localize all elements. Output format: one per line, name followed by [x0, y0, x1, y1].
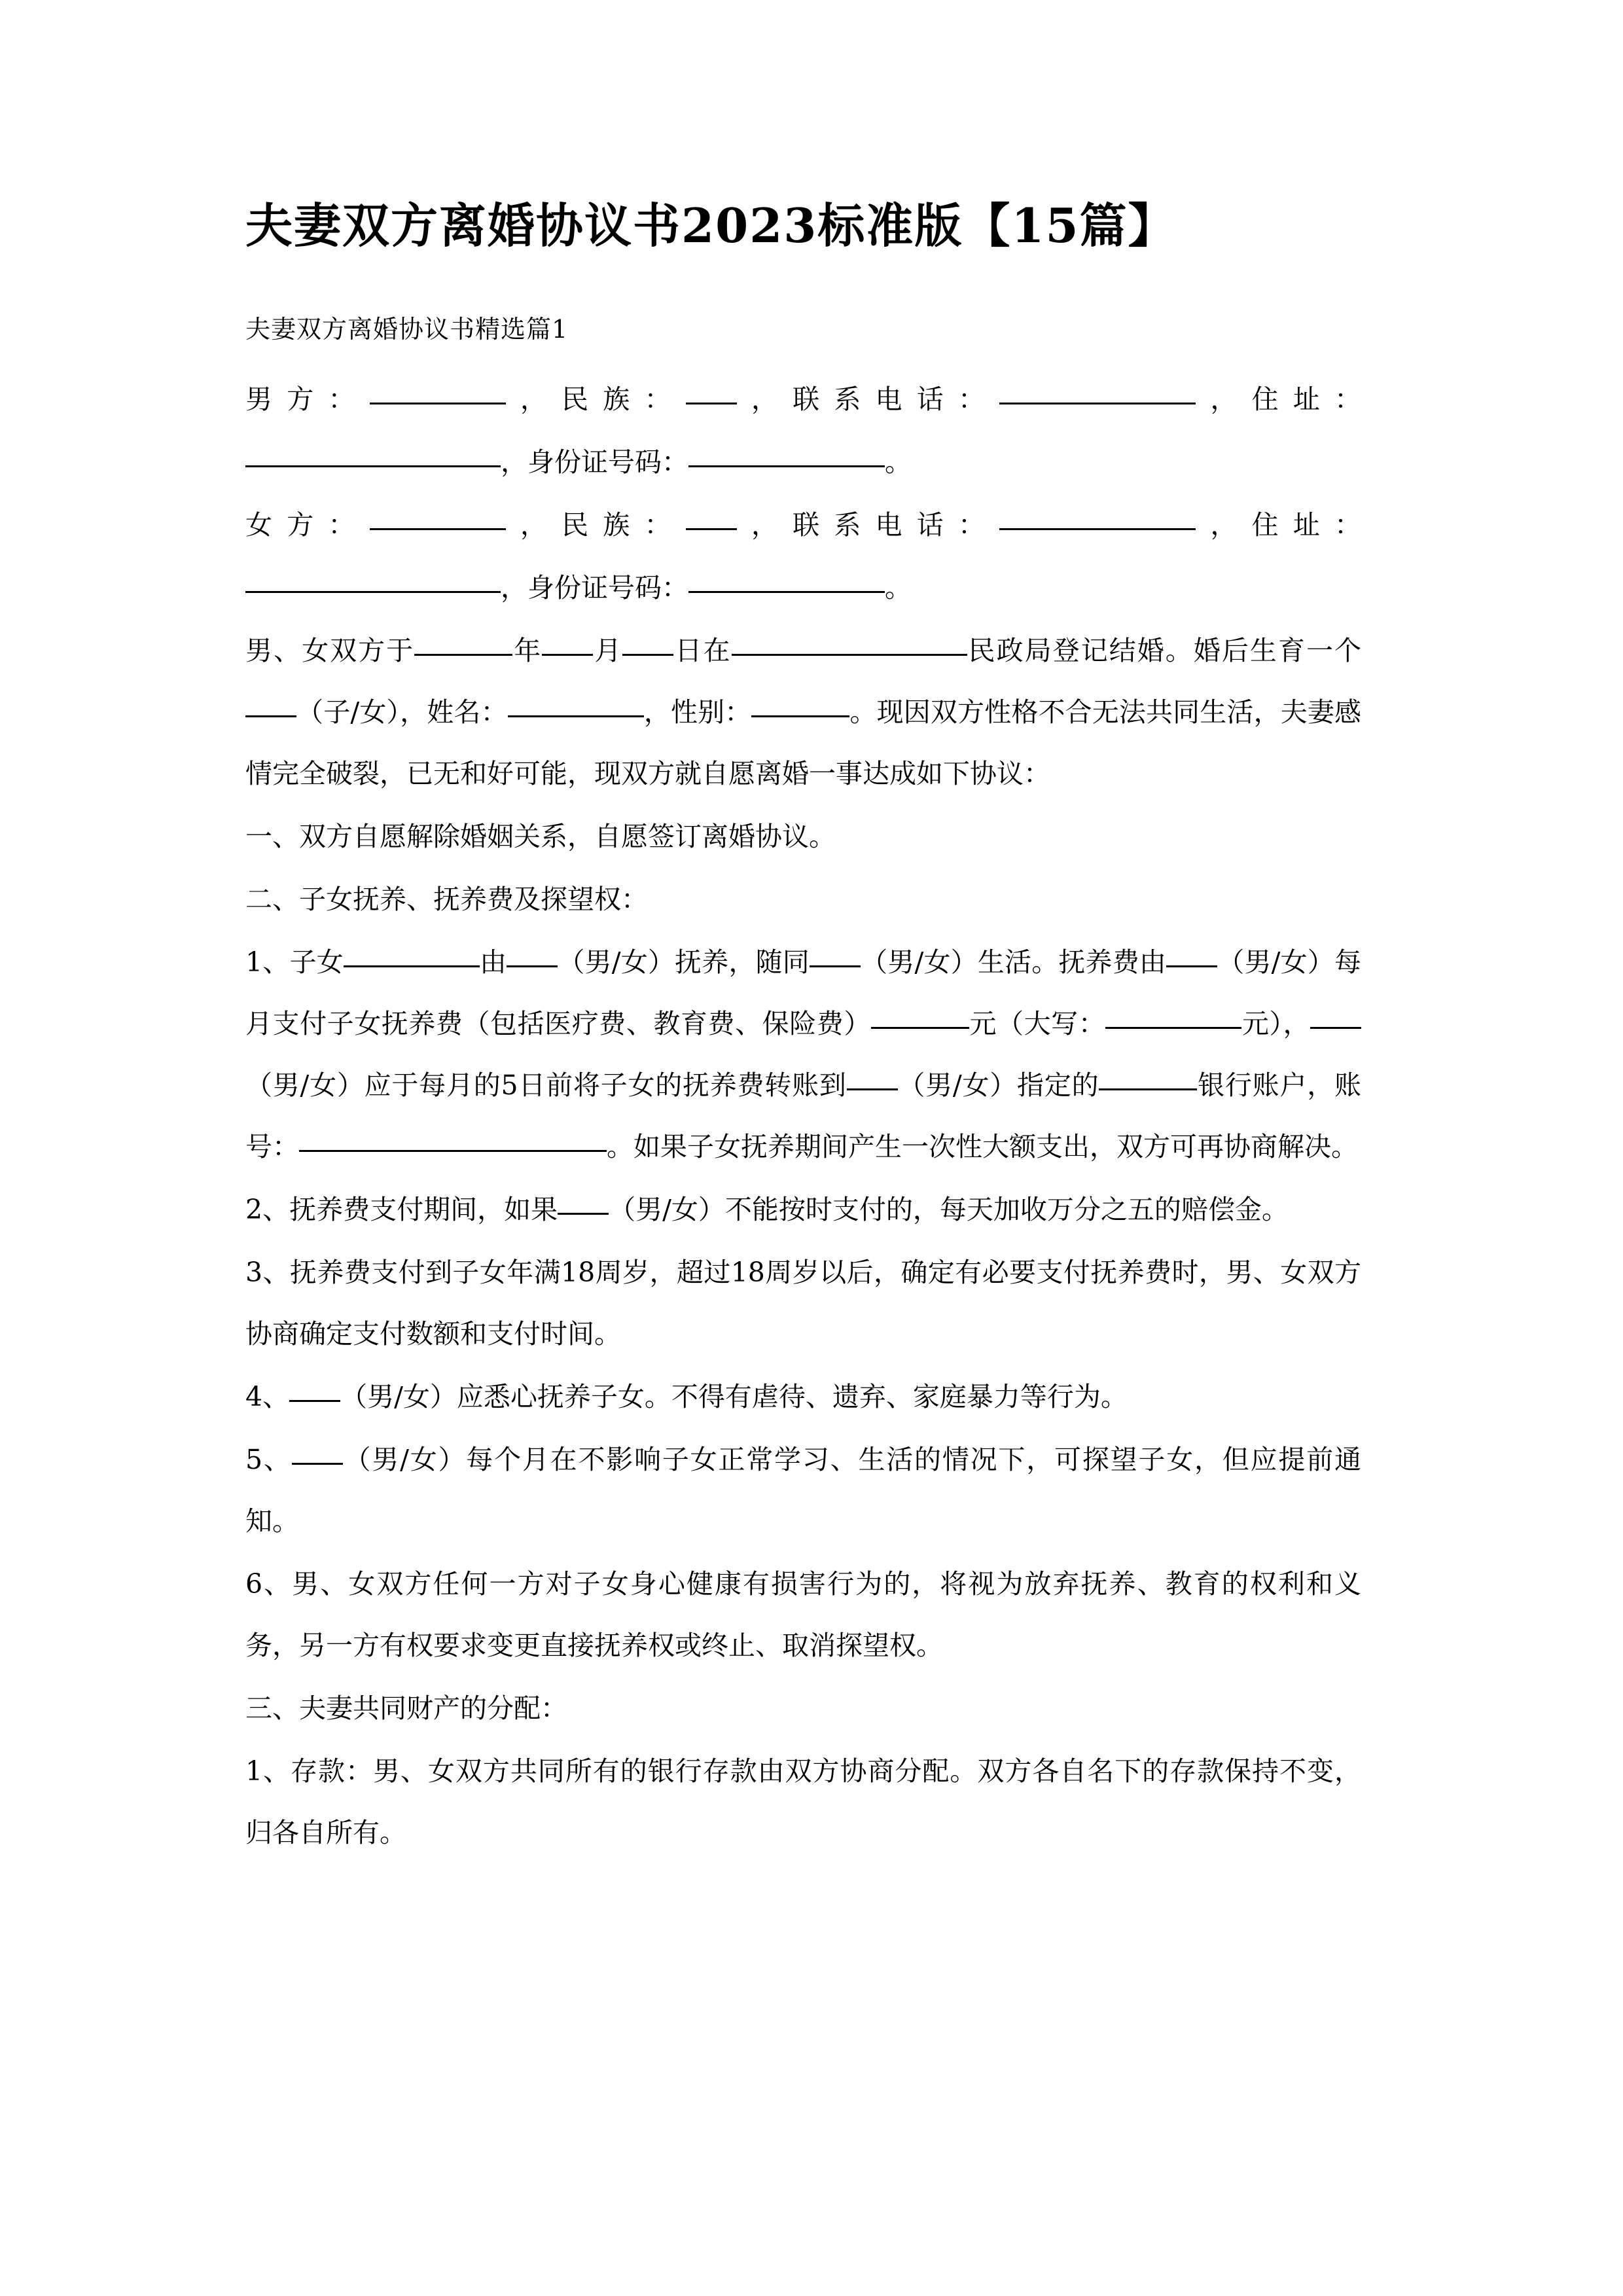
marriage-day-blank[interactable]: [622, 632, 673, 656]
item1-children-blank[interactable]: [344, 943, 480, 967]
item1-seg7: 元），: [1241, 1008, 1311, 1040]
female-phone-label: ，联系电话：: [736, 509, 1000, 541]
item1-custodian-blank[interactable]: [507, 943, 558, 967]
male-address-label: ，住址：: [1196, 384, 1362, 416]
item-4-paragraph: [245, 1366, 1361, 1427]
female-id-blank[interactable]: [688, 569, 885, 593]
female-id-label: ，身份证号码：: [501, 572, 688, 604]
item-5-paragraph: [245, 1429, 1361, 1552]
item1-seg6: 元（大写：: [969, 1008, 1106, 1040]
female-name-blank[interactable]: [370, 506, 506, 530]
marriage-intro-seg2: 年: [512, 635, 543, 667]
item1-seg1: 1、子女: [245, 946, 344, 978]
item1-seg2: 由: [479, 946, 507, 978]
item-3-paragraph: 3、抚养费支付到子女年满18周岁，超过18周岁以后，确定有必要支付抚养费时，男、女双方协商确定支付数额和支付时间。: [245, 1257, 1361, 1350]
item1-amount-blank[interactable]: [871, 1005, 969, 1029]
item-1-paragraph: [245, 931, 1361, 1177]
child-gender-blank[interactable]: [751, 693, 849, 717]
item5-seg2: （男/女）每个月在不影响子女正常学习、生活的情况下，可探望子女，但应提前通知。: [245, 1444, 1361, 1537]
female-name-label: 女方：: [245, 509, 370, 541]
section-three-heading: 三、夫妻共同财产的分配：: [245, 1693, 567, 1725]
child-count-blank[interactable]: [245, 693, 296, 717]
item1-payee-blank[interactable]: [847, 1066, 898, 1090]
marriage-intro-seg7: ，性别：: [643, 696, 752, 728]
item2-payer-blank[interactable]: [558, 1191, 609, 1215]
item1-seg8: （男/女）应于每月的5日前将子女的抚养费转账到: [245, 1069, 847, 1102]
male-id-label: ，身份证号码：: [501, 446, 688, 478]
marriage-month-blank[interactable]: [542, 632, 593, 656]
item4-party-blank[interactable]: [289, 1378, 340, 1402]
marriage-intro-seg6: （子/女），姓名：: [296, 696, 508, 728]
marriage-bureau-blank[interactable]: [732, 632, 967, 656]
male-phone-label: ，联系电话：: [736, 384, 1000, 416]
item4-seg1: 4、: [245, 1381, 290, 1413]
item1-seg3: （男/女）抚养，随同: [558, 946, 810, 978]
female-phone-blank[interactable]: [999, 506, 1196, 530]
item2-seg1: 2、抚养费支付期间，如果: [245, 1194, 558, 1226]
marriage-intro-seg1: 男、女双方于: [245, 635, 415, 667]
male-phone-blank[interactable]: [999, 380, 1196, 404]
marriage-year-blank[interactable]: [414, 632, 512, 656]
item1-seg9: （男/女）指定的: [897, 1069, 1099, 1102]
page-title: 夫妻双方离婚协议书2023标准版【15篇】: [245, 198, 1177, 253]
item5-seg1: 5、: [245, 1444, 292, 1476]
item1-account-number-blank[interactable]: [299, 1128, 607, 1152]
male-id-blank[interactable]: [688, 443, 885, 467]
male-name-label: 男方：: [245, 384, 370, 416]
female-ethnicity-label: ，民族：: [505, 509, 686, 541]
property-item-1-paragraph: 1、存款：男、女双方共同所有的银行存款由双方协商分配。双方各自名下的存款保持不变，归各自所有。: [245, 1755, 1361, 1849]
party-female-id-line: [245, 557, 1361, 619]
marriage-intro-seg3: 月: [593, 635, 623, 667]
male-address-blank[interactable]: [245, 443, 501, 467]
marriage-intro-seg8: 。现因双方性格不合无法共同生活，夫妻感情完全破裂，已无和好可能，现双方就自愿离婚一事达成如下协议：: [245, 696, 1361, 790]
section-two-heading: 二、子女抚养、抚养费及探望权：: [245, 884, 648, 916]
item2-seg2: （男/女）不能按时支付的，每天加收万分之五的赔偿金。: [609, 1194, 1289, 1226]
item1-transfer-payer-blank[interactable]: [1310, 1005, 1361, 1029]
item1-bank-blank[interactable]: [1099, 1066, 1197, 1090]
male-name-blank[interactable]: [370, 380, 506, 404]
female-line-period: 。: [885, 572, 912, 604]
section-one-paragraph: 一、双方自愿解除婚姻关系，自愿签订离婚协议。: [245, 821, 836, 853]
item1-seg11: 。如果子女抚养期间产生一次性大额支出，双方可再协商解决。: [607, 1131, 1358, 1163]
item1-amount-words-blank[interactable]: [1105, 1005, 1241, 1029]
party-male-line: [245, 368, 1361, 430]
female-ethnicity-blank[interactable]: [686, 506, 737, 530]
marriage-intro-seg4: 日在: [673, 635, 732, 667]
male-ethnicity-blank[interactable]: [686, 380, 737, 404]
item4-seg2: （男/女）应悉心抚养子女。不得有虐待、遗弃、家庭暴力等行为。: [340, 1381, 1128, 1413]
section-sub-heading: 夫妻双方离婚协议书精选篇1: [245, 315, 569, 344]
item-2-paragraph: [245, 1179, 1361, 1240]
marriage-intro-seg5: 民政局登记结婚。婚后生育一个: [967, 635, 1362, 667]
item-6-paragraph: 6、男、女双方任何一方对子女身心健康有损害行为的，将视为放弃抚养、教育的权利和义务，另一方有权要求变更直接抚养权或终止、取消探望权。: [245, 1568, 1361, 1662]
child-name-blank[interactable]: [508, 693, 644, 717]
male-line-period: 。: [885, 446, 912, 478]
item5-party-blank[interactable]: [292, 1441, 343, 1465]
party-male-id-line: [245, 431, 1361, 493]
marriage-intro-paragraph: [245, 620, 1361, 804]
item1-seg10: 银行账户，账号：: [245, 1069, 1361, 1163]
party-female-line: [245, 494, 1361, 556]
female-address-blank[interactable]: [245, 569, 501, 593]
male-ethnicity-label: ，民族：: [505, 384, 686, 416]
item1-payer-blank[interactable]: [1166, 943, 1217, 967]
item1-seg4: （男/女）生活。抚养费由: [860, 946, 1167, 978]
female-address-label: ，住址：: [1196, 509, 1362, 541]
item1-livewith-blank[interactable]: [810, 943, 861, 967]
item1-seg5: （男/女）每月支付子女抚养费（包括医疗费、教育费、保险费）: [245, 946, 1361, 1040]
